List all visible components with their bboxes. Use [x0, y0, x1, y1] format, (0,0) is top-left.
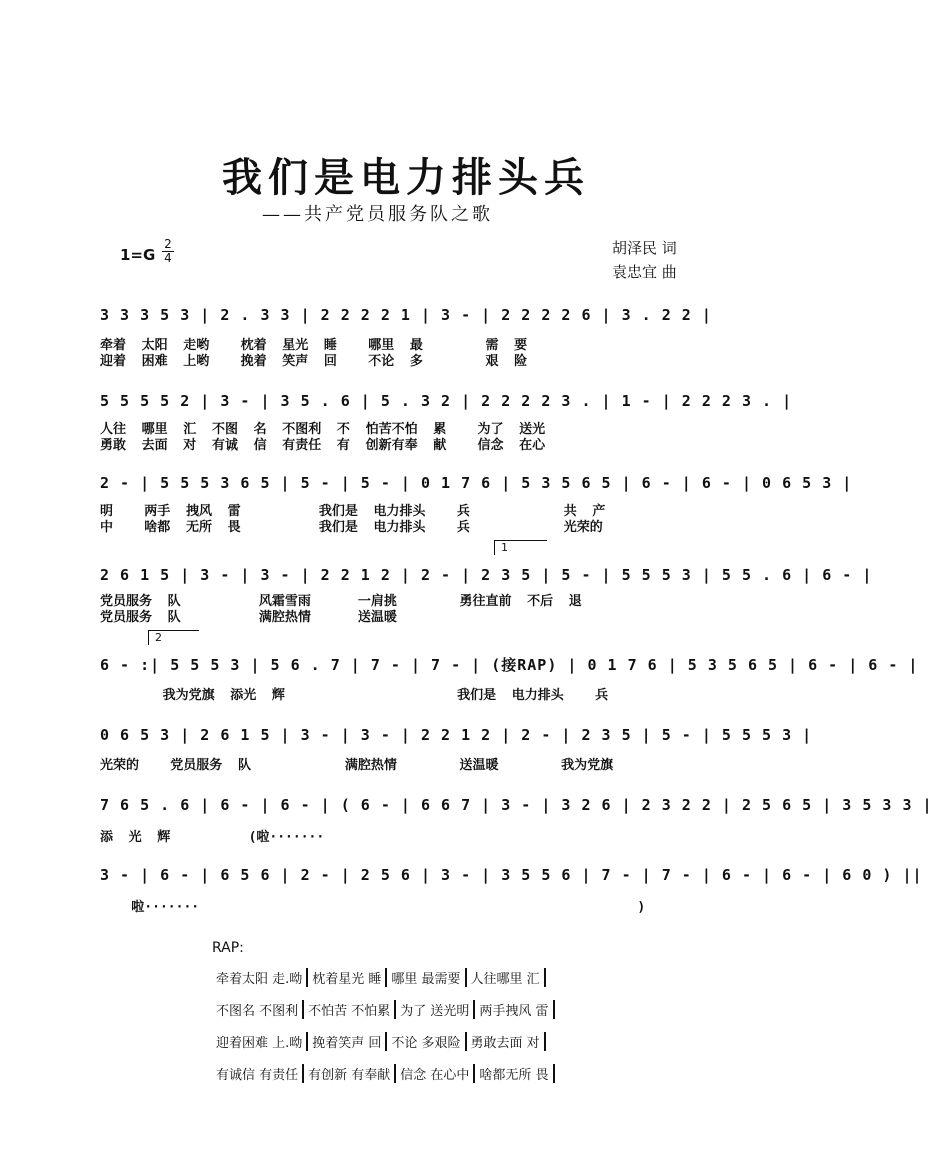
rap-row — [212, 1064, 632, 1086]
lyrics-verse-2: 党员服务 队 满腔热情 送温暖 — [100, 610, 397, 625]
rap-heading: RAP: — [212, 940, 244, 956]
notation-line: 7 6 5 . 6 | 6 - | 6 - | ( 6 - | 6 6 7 | 3 - | 3 2 6 | 2 3 2 2 | 2 5 6 5 | 3 5 3 3 | — [100, 796, 933, 814]
first-ending-label: 1 — [501, 541, 508, 554]
lyrics-verse-1: 党员服务 队 风霜雪雨 一肩挑 勇往直前 不后 退 — [100, 594, 582, 609]
notation-line: 3 3 3 5 3 | 2 . 3 3 | 2 2 2 2 1 | 3 - | 2 2 2 2 6 | 3 . 2 2 | — [100, 306, 712, 324]
rap-cell: 挽着笑声 回 — [308, 1032, 387, 1051]
key-signature: 1=G — [120, 246, 156, 264]
rap-cell: 不论 多艰险 — [387, 1032, 466, 1051]
rap-cell: 两手拽风 雷 — [475, 1000, 554, 1019]
rap-cell: 牵着太阳 走.呦 — [212, 968, 308, 987]
rap-cell: 迎着困难 上.呦 — [212, 1032, 308, 1051]
lyrics-verse-1: 人往 哪里 汇 不图 名 不图利 不 怕苦不怕 累 为了 送光 — [100, 422, 546, 437]
notation-line: 5 5 5 5 2 | 3 - | 3 5 . 6 | 5 . 3 2 | 2 2 2 2 3 . | 1 - | 2 2 2 3 . | — [100, 392, 793, 410]
second-ending-bracket — [148, 630, 199, 645]
time-signature — [162, 238, 174, 265]
lyrics-verse-1: 啦······· ) — [100, 900, 646, 915]
notation-line: 6 - :| 5 5 5 3 | 5 6 . 7 | 7 - | 7 - | (接RAP) | 0 1 7 6 | 5 3 5 6 5 | 6 - | 6 - | — [100, 656, 919, 674]
time-sig-bottom: 4 — [164, 251, 172, 265]
rap-cell: 枕着星光 睡 — [308, 968, 387, 987]
lyrics-verse-1: 明 两手 拽风 雷 我们是 电力排头 兵 共 产 — [100, 504, 606, 519]
rap-cell: 为了 送光明 — [396, 1000, 475, 1019]
composer-credit: 袁忠宜 曲 — [612, 263, 677, 281]
lyrics-verse-1: 我为党旗 添光 辉 我们是 电力排头 兵 — [100, 688, 609, 703]
lyrics-verse-1: 光荣的 党员服务 队 满腔热情 送温暖 我为党旗 — [100, 758, 614, 773]
song-title: 我们是电力排头兵 — [222, 154, 590, 201]
rap-cell: 哪里 最需要 — [387, 968, 466, 987]
lyrics-verse-2: 中 啥都 无所 畏 我们是 电力排头 兵 光荣的 — [100, 520, 603, 535]
first-ending-bracket — [494, 540, 547, 555]
lyrics-verse-1: 牵着 太阳 走哟 枕着 星光 睡 哪里 最 需 要 — [100, 338, 528, 353]
notation-line: 3 - | 6 - | 6 5 6 | 2 - | 2 5 6 | 3 - | 3 5 5 6 | 7 - | 7 - | 6 - | 6 - | 6 0 ) || — [100, 866, 923, 884]
rap-cell: 不图名 不图利 — [212, 1000, 304, 1019]
rap-cell: 信念 在心中 — [396, 1064, 475, 1083]
rap-row — [212, 1032, 632, 1054]
notation-line: 0 6 5 3 | 2 6 1 5 | 3 - | 3 - | 2 2 1 2 | 2 - | 2 3 5 | 5 - | 5 5 5 3 | — [100, 726, 813, 744]
second-ending-label: 2 — [155, 631, 162, 644]
rap-cell: 有诚信 有责任 — [212, 1064, 304, 1083]
credits — [612, 236, 677, 284]
rap-cell: 有创新 有奉献 — [304, 1064, 396, 1083]
rap-row — [212, 968, 632, 990]
rap-cell: 人往哪里 汇 — [467, 968, 546, 987]
rap-cell: 不怕苦 不怕累 — [304, 1000, 396, 1019]
lyrics-verse-2: 勇敢 去面 对 有诚 信 有责任 有 创新有奉 献 信念 在心 — [100, 438, 546, 453]
notation-line: 2 6 1 5 | 3 - | 3 - | 2 2 1 2 | 2 - | 2 3 5 | 5 - | 5 5 5 3 | 5 5 . 6 | 6 - | — [100, 566, 873, 584]
lyrics-verse-1: 添 光 辉 (啦······· — [100, 830, 325, 845]
notation-line: 2 - | 5 5 5 3 6 5 | 5 - | 5 - | 0 1 7 6 | 5 3 5 6 5 | 6 - | 6 - | 0 6 5 3 | — [100, 474, 853, 492]
lyrics-verse-2: 迎着 困难 上哟 挽着 笑声 回 不论 多 艰 险 — [100, 354, 528, 369]
rap-cell: 啥都无所 畏 — [475, 1064, 554, 1083]
lyricist-credit: 胡泽民 词 — [612, 239, 677, 257]
song-subtitle: ——共产党员服务队之歌 — [262, 204, 493, 225]
rap-row — [212, 1000, 632, 1022]
rap-cell: 勇敢去面 对 — [467, 1032, 546, 1051]
time-sig-top: 2 — [164, 237, 172, 251]
